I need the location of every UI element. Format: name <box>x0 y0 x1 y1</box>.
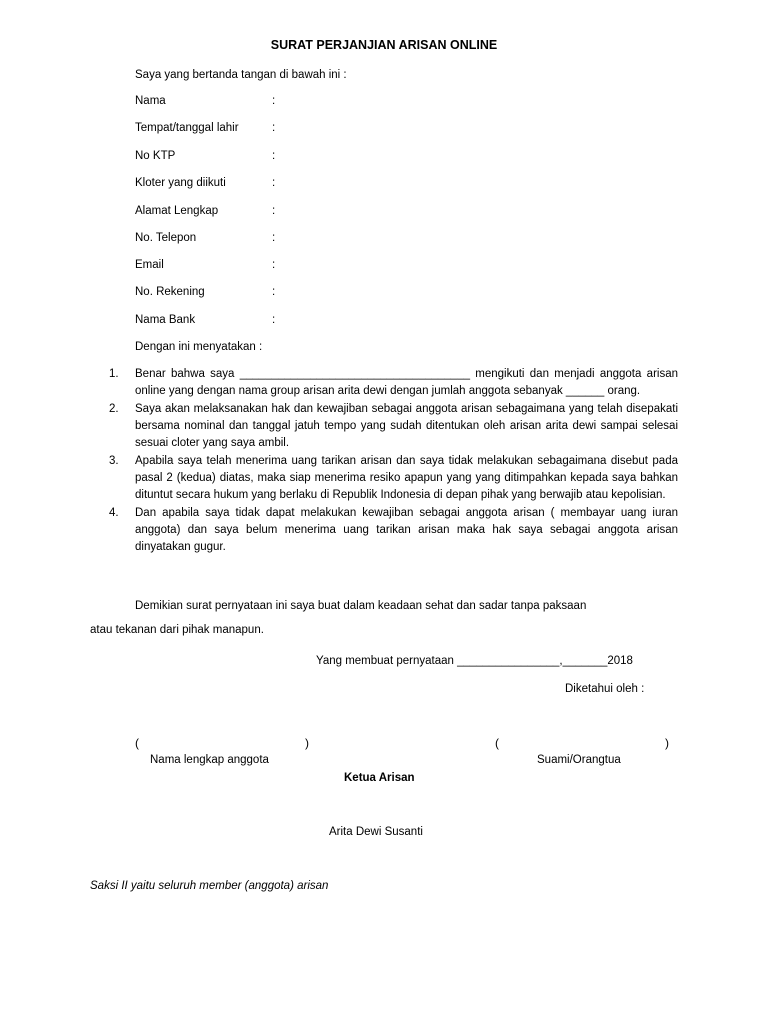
signature-right-open-paren: ( <box>495 736 499 750</box>
field-label: Kloter yang diikuti <box>135 177 226 189</box>
signature-right-label: Suami/Orangtua <box>537 754 621 766</box>
field-label: No. Telepon <box>135 232 197 244</box>
chair-label: Ketua Arisan <box>344 772 415 784</box>
list-item <box>109 366 678 400</box>
statement-list <box>109 366 678 557</box>
field-colon: : <box>272 95 276 107</box>
field-email <box>135 257 275 274</box>
field-label: Email <box>135 259 164 271</box>
list-number: 3. <box>109 455 119 467</box>
chair-name: Arita Dewi Susanti <box>329 826 423 838</box>
field-colon: : <box>272 177 276 189</box>
field-colon: : <box>272 122 276 134</box>
field-no-ktp <box>135 148 275 165</box>
signature-left-open-paren: ( <box>135 736 139 750</box>
signature-left-label: Nama lengkap anggota <box>150 754 269 766</box>
field-colon: : <box>272 314 276 326</box>
document-title: SURAT PERJANJIAN ARISAN ONLINE <box>270 38 498 52</box>
field-tempat-tanggal-lahir <box>135 120 275 137</box>
list-item <box>109 401 678 452</box>
list-text: Apabila saya telah menerima uang tarikan arisan dan saya tidak melakukan sebagaimana disebut pada pasal 2 (kedua) diatas, maka siap menerima resiko apapun yang yang ditimpahkan kepada saya bahkan dituntut secara hukum yang berlaku di Republik Indonesia di depan pihak yang berwajib atau kepolisian. <box>135 455 678 501</box>
field-nama <box>135 93 275 110</box>
field-label: Nama Bank <box>135 314 196 326</box>
list-item <box>109 505 678 556</box>
field-label: Nama <box>135 95 166 107</box>
maker-line: Yang membuat pernyataan ________________,_______2018 <box>316 655 633 667</box>
field-colon: : <box>272 150 276 162</box>
closing-paragraph-line1: Demikian surat pernyataan ini saya buat dalam keadaan sehat dan sadar tanpa paksaan <box>135 600 587 612</box>
list-number: 4. <box>109 507 119 519</box>
field-label: Tempat/tanggal lahir <box>135 122 239 134</box>
declaration-heading: Dengan ini menyatakan : <box>135 341 263 353</box>
field-colon: : <box>272 259 276 271</box>
witness-note: Saksi II yaitu seluruh member (anggota) arisan <box>90 880 329 892</box>
field-alamat <box>135 203 275 220</box>
field-colon: : <box>272 205 276 217</box>
list-number: 1. <box>109 368 119 380</box>
list-number: 2. <box>109 403 119 415</box>
field-colon: : <box>272 286 276 298</box>
signature-left-close-paren: ) <box>305 736 309 750</box>
field-telepon <box>135 230 275 247</box>
list-text: Dan apabila saya tidak dapat melakukan kewajiban sebagai anggota arisan ( membayar uang iuran anggota) dan saya belum menerima uang tarikan arisan maka hak saya sebagai anggota arisan dinyatakan gugur. <box>135 507 678 553</box>
list-text: Benar bahwa saya ____________________________________ mengikuti dan menjadi anggota arisan online yang dengan nama group arisan arita dewi dengan jumlah anggota sebanyak ______ orang. <box>135 368 678 397</box>
signature-right-close-paren: ) <box>665 736 669 750</box>
list-text: Saya akan melaksanakan hak dan kewajiban sebagai anggota arisan sebagaimana yang telah disepakati bersama nominal dan tanggal jatuh tempo yang sudah ditentukan oleh arisan arita dewi sampai selesai sesuai cloter yang saya ambil. <box>135 403 678 449</box>
closing-paragraph-line2: atau tekanan dari pihak manapun. <box>90 624 264 636</box>
field-colon: : <box>272 232 276 244</box>
list-item <box>109 453 678 504</box>
intro-text: Saya yang bertanda tangan di bawah ini : <box>135 69 347 81</box>
field-nama-bank <box>135 312 275 329</box>
field-kloter <box>135 175 275 192</box>
field-label: No. Rekening <box>135 286 205 298</box>
acknowledged-by: Diketahui oleh : <box>565 683 645 695</box>
field-label: Alamat Lengkap <box>135 205 219 217</box>
field-label: No KTP <box>135 150 176 162</box>
field-rekening <box>135 284 275 301</box>
